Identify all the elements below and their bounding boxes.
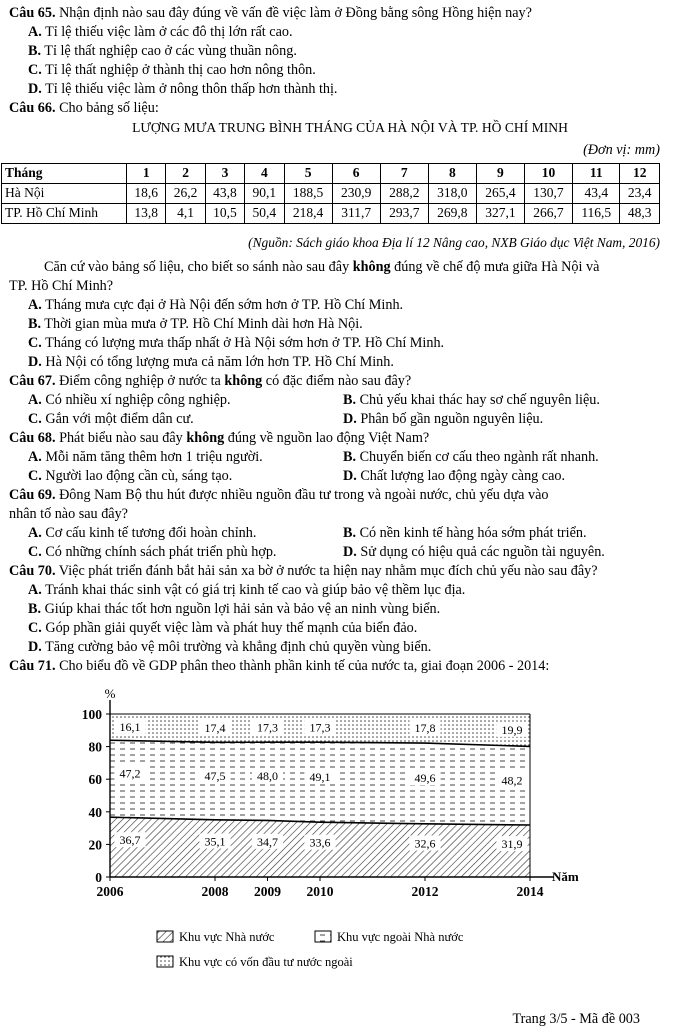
q66-option-d: D. Hà Nội có tổng lượng mưa cả năm lớn hơn TP. Hồ Chí Minh. <box>28 354 394 370</box>
q69-option-c: C. Có những chính sách phát triển phù hợp. <box>28 544 277 560</box>
table-cell: 10,5 <box>205 204 244 224</box>
table-cell: 230,9 <box>332 184 380 204</box>
header-cell: 8 <box>428 164 476 184</box>
header-cell: Tháng <box>2 164 127 184</box>
q66-question-line2: TP. Hồ Chí Minh? <box>9 278 114 294</box>
table-cell: 4,1 <box>166 204 205 224</box>
fdi-data-label: 17,3 <box>257 720 278 735</box>
table-cell: 269,8 <box>428 204 476 224</box>
non-state-data-label: 49,1 <box>309 769 331 784</box>
table-row <box>2 204 660 224</box>
q66-option-b: B. Thời gian mùa mưa ở TP. Hồ Chí Minh dài hơn Hà Nội. <box>28 316 363 332</box>
legend-state-label: Khu vực Nhà nước <box>179 930 275 944</box>
q70-option-b: B. Giúp khai thác tốt hơn nguồn lợi hải sản và bảo vệ an ninh vùng biển. <box>28 601 441 617</box>
fdi-data-label: 17,3 <box>309 720 331 735</box>
q69-option-b: B. Có nền kinh tế hàng hóa sớm phát triển. <box>343 525 587 541</box>
y-tick-label: 60 <box>88 772 102 788</box>
table-row <box>2 184 660 204</box>
q70-option-c: C. Góp phần giải quyết việc làm và phát huy thế mạnh của biển đảo. <box>28 620 418 636</box>
y-tick-label: 20 <box>88 837 102 853</box>
state-data-label: 33,6 <box>309 835 331 850</box>
header-cell: 6 <box>332 164 380 184</box>
page-footer: Trang 3/5 - Mã đề 003 <box>512 1011 640 1027</box>
y-tick-label: 0 <box>95 870 102 885</box>
header-cell: 3 <box>205 164 244 184</box>
fdi-data-label: 17,4 <box>204 720 226 735</box>
x-tick-label: 2009 <box>254 884 281 899</box>
q68-option-c: C. Người lao động cần cù, sáng tạo. <box>28 468 233 484</box>
q65-option-c: C. Tỉ lệ thất nghiệp ở thành thị cao hơn nông thôn. <box>28 62 316 78</box>
table-cell: 18,6 <box>127 184 166 204</box>
q65-option-a: A. Tỉ lệ thiếu việc làm ở các đô thị lớn rất cao. <box>28 24 293 40</box>
q69-option-d: D. Sử dụng có hiệu quả các nguồn tài nguyên. <box>343 544 605 560</box>
q68-option-d: D. Chất lượng lao động ngày càng cao. <box>343 468 566 484</box>
table-cell: 266,7 <box>524 204 572 224</box>
state-data-label: 34,7 <box>257 834 278 849</box>
state-data-label: 32,6 <box>414 836 436 851</box>
q68-option-a: A. Mỗi năm tăng thêm hơn 1 triệu người. <box>28 449 263 465</box>
table-cell: 218,4 <box>284 204 332 224</box>
legend-non-state-label: Khu vực ngoài Nhà nước <box>337 930 464 944</box>
legend-fdi-label: Khu vực có vốn đầu tư nước ngoài <box>179 955 353 969</box>
q66-number: Câu 66. <box>9 100 56 116</box>
non-state-data-label: 48,2 <box>501 773 523 788</box>
table-cell: 130,7 <box>524 184 572 204</box>
x-tick-label: 2010 <box>306 884 334 899</box>
header-cell: 5 <box>284 164 332 184</box>
x-tick-label: 2012 <box>411 884 439 899</box>
table-cell: 90,1 <box>245 184 284 204</box>
table-cell: 293,7 <box>380 204 428 224</box>
q67-option-d: D. Phân bố gần nguồn nguyên liệu. <box>343 411 544 427</box>
q69-stem: Câu 69. Đông Nam Bộ thu hút được nhiều nguồn đầu tư trong và ngoài nước, chủ yếu dựa vào <box>9 487 549 503</box>
table-source: (Nguồn: Sách giáo khoa Địa lí 12 Nâng cao, NXB Giáo dục Việt Nam, 2016) <box>248 235 660 250</box>
header-cell: 12 <box>620 164 660 184</box>
header-cell: 1 <box>127 164 166 184</box>
q67-stem: Câu 67. Điểm công nghiệp ở nước ta không có đặc điểm nào sau đây? <box>9 373 412 389</box>
table-cell: 48,3 <box>620 204 660 224</box>
legend-non-state-swatch <box>315 931 331 942</box>
q66-stem: Câu 66. Cho bảng số liệu: <box>9 100 159 116</box>
header-cell: 10 <box>524 164 572 184</box>
q66-question: Căn cứ vào bảng số liệu, cho biết so sánh nào sau đây không đúng về chế độ mưa giữa Hà Nội và <box>44 259 600 275</box>
y-axis-label: % <box>104 686 116 701</box>
non-state-data-label: 49,6 <box>414 771 436 786</box>
x-tick-label: 2006 <box>96 884 124 899</box>
q65-number: Câu 65. <box>9 5 56 21</box>
q65-stem: Câu 65. Nhận định nào sau đây đúng về vấn đề việc làm ở Đồng bằng sông Hồng hiện nay? <box>9 5 532 21</box>
header-cell: 4 <box>245 164 284 184</box>
table-title: LƯỢNG MƯA TRUNG BÌNH THÁNG CỦA HÀ NỘI VÀ TP. HỒ CHÍ MINH <box>132 120 568 135</box>
q65-option-d: D. Tỉ lệ thiếu việc làm ở nông thôn thấp hơn thành thị. <box>28 81 338 97</box>
table-cell: 116,5 <box>573 204 620 224</box>
q68-option-b: B. Chuyển biến cơ cấu theo ngành rất nhanh. <box>343 449 599 465</box>
legend-state-swatch <box>157 931 173 942</box>
table-cell: 311,7 <box>332 204 380 224</box>
header-cell: 11 <box>573 164 620 184</box>
table-cell: 43,8 <box>205 184 244 204</box>
q69-stem-line2: nhân tố nào sau đây? <box>9 506 128 522</box>
table-cell: 288,2 <box>380 184 428 204</box>
table-cell: 265,4 <box>476 184 524 204</box>
table-cell: 23,4 <box>620 184 660 204</box>
table-cell: 26,2 <box>166 184 205 204</box>
y-tick-label: 100 <box>81 707 102 722</box>
q67-option-b: B. Chủ yếu khai thác hay sơ chế nguyên liệu. <box>343 392 600 408</box>
state-data-label: 36,7 <box>119 833 141 848</box>
fdi-data-label: 16,1 <box>119 719 141 734</box>
table-header-row <box>2 164 660 184</box>
q70-option-a: A. Tránh khai thác sinh vật có giá trị kinh tế cao và giúp bảo vệ thềm lục địa. <box>28 582 466 598</box>
table-cell: 43,4 <box>573 184 620 204</box>
x-tick-label: 2014 <box>516 884 544 899</box>
q70-option-d: D. Tăng cường bảo vệ môi trường và khẳng định chủ quyền vùng biển. <box>28 639 432 655</box>
q66-option-a: A. Tháng mưa cực đại ở Hà Nội đến sớm hơn ở TP. Hồ Chí Minh. <box>28 297 404 313</box>
q66-option-c: C. Tháng có lượng mưa thấp nhất ở Hà Nội sớm hơn ở TP. Hồ Chí Minh. <box>28 335 445 351</box>
state-data-label: 31,9 <box>501 837 523 852</box>
non-state-data-label: 47,2 <box>119 766 141 781</box>
fdi-data-label: 17,8 <box>414 721 436 736</box>
fdi-data-label: 19,9 <box>501 722 523 737</box>
q67-option-c: C. Gắn với một điểm dân cư. <box>28 411 194 427</box>
table-cell: 50,4 <box>245 204 284 224</box>
table-cell: Hà Nội <box>2 184 127 204</box>
q65-option-b: B. Tỉ lệ thất nghiệp cao ở các vùng thuần nông. <box>28 43 297 59</box>
table-cell: 13,8 <box>127 204 166 224</box>
gdp-area-chart <box>0 680 700 980</box>
x-tick-label: 2008 <box>201 884 229 899</box>
y-tick-label: 40 <box>88 804 102 820</box>
table-cell: TP. Hồ Chí Minh <box>2 204 127 224</box>
rainfall-table <box>1 163 660 224</box>
non-state-data-label: 48,0 <box>257 769 278 784</box>
q67-option-a: A. Có nhiều xí nghiệp công nghiệp. <box>28 392 231 408</box>
q71-stem: Câu 71. Cho biểu đồ về GDP phân theo thành phần kinh tế của nước ta, giai đoạn 2006 - 2014: <box>9 658 550 674</box>
table-cell: 188,5 <box>284 184 332 204</box>
table-cell: 327,1 <box>476 204 524 224</box>
header-cell: 7 <box>380 164 428 184</box>
y-tick-label: 80 <box>88 739 102 755</box>
table-unit: (Đơn vị: mm) <box>583 142 660 158</box>
header-cell: 9 <box>476 164 524 184</box>
q69-option-a: A. Cơ cấu kinh tế tương đối hoàn chỉnh. <box>28 525 257 541</box>
legend-fdi-swatch <box>157 956 173 967</box>
x-axis-label: Năm <box>552 869 579 884</box>
q70-stem: Câu 70. Việc phát triển đánh bắt hải sản xa bờ ở nước ta hiện nay nhằm mục đích chủ yếu nào sau đây? <box>9 563 598 579</box>
q68-stem: Câu 68. Phát biểu nào sau đây không đúng về nguồn lao động Việt Nam? <box>9 430 430 446</box>
header-cell: 2 <box>166 164 205 184</box>
table-cell: 318,0 <box>428 184 476 204</box>
state-data-label: 35,1 <box>204 834 226 849</box>
non-state-data-label: 47,5 <box>204 768 226 783</box>
